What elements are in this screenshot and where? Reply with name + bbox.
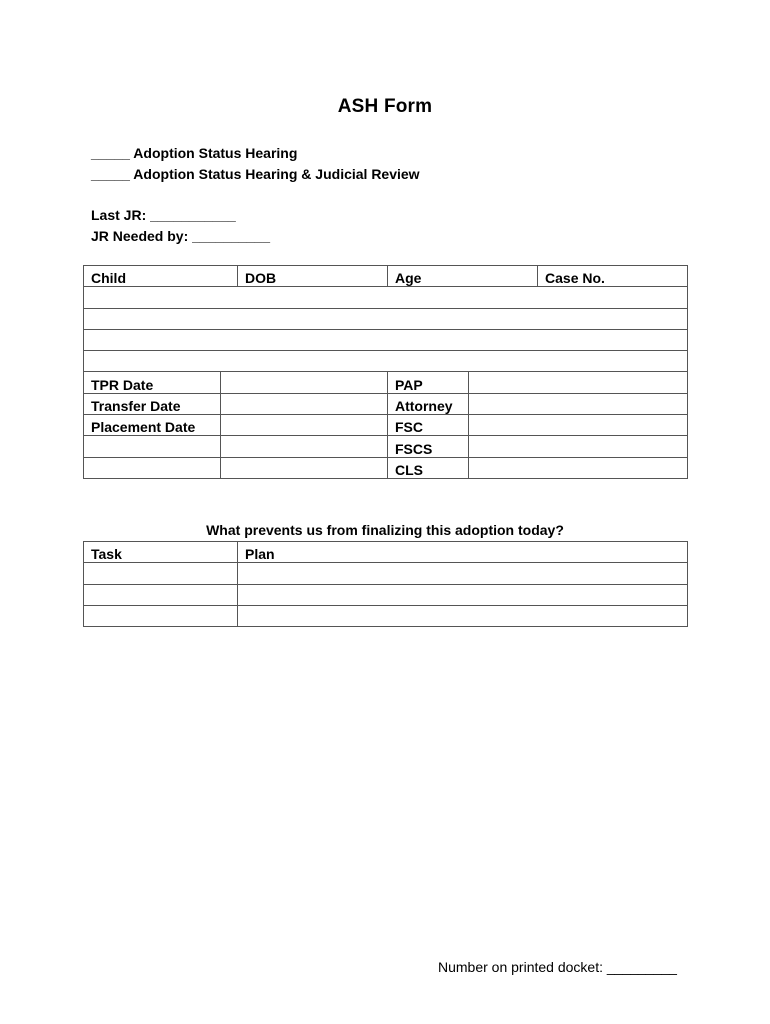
- header-child: Child: [84, 266, 238, 287]
- label-pap: PAP: [388, 372, 469, 393]
- task-plan-table: [83, 541, 688, 627]
- header-age: Age: [388, 266, 538, 287]
- value-fsc[interactable]: [469, 415, 688, 436]
- table-row: [84, 542, 688, 563]
- value-fscs[interactable]: [469, 436, 688, 457]
- plan-cell[interactable]: [238, 584, 688, 605]
- child-entry-cell[interactable]: [84, 351, 688, 372]
- value-placement-date[interactable]: [221, 415, 388, 436]
- value-pap[interactable]: [469, 372, 688, 393]
- label-cls: CLS: [388, 457, 469, 478]
- header-task: Task: [84, 542, 238, 563]
- plan-cell[interactable]: [238, 563, 688, 584]
- finalization-question: What prevents us from finalizing this adoption today?: [206, 522, 564, 538]
- header-dob: DOB: [238, 266, 388, 287]
- header-case-no: Case No.: [538, 266, 688, 287]
- task-cell[interactable]: [84, 563, 238, 584]
- label-tpr-date: TPR Date: [84, 372, 221, 393]
- value-attorney[interactable]: [469, 393, 688, 414]
- table-row: [84, 457, 688, 478]
- table-row: [84, 287, 688, 308]
- last-jr-field: Last JR: ___________: [91, 207, 236, 223]
- task-cell[interactable]: [84, 605, 238, 626]
- table-row: [84, 308, 688, 329]
- option-adoption-status-hearing: _____ Adoption Status Hearing: [91, 145, 298, 161]
- value-empty[interactable]: [221, 436, 388, 457]
- label-attorney: Attorney: [388, 393, 469, 414]
- label-fsc: FSC: [388, 415, 469, 436]
- value-transfer-date[interactable]: [221, 393, 388, 414]
- child-info-table: [83, 265, 688, 479]
- table-row: [84, 436, 688, 457]
- label-fscs: FSCS: [388, 436, 469, 457]
- table-row: [84, 605, 688, 626]
- label-placement-date: Placement Date: [84, 415, 221, 436]
- task-cell[interactable]: [84, 584, 238, 605]
- child-entry-cell[interactable]: [84, 329, 688, 350]
- table-row: [84, 329, 688, 350]
- option-adoption-status-hearing-judicial-review: _____ Adoption Status Hearing & Judicial Review: [91, 166, 420, 182]
- jr-needed-field: JR Needed by: __________: [91, 228, 270, 244]
- header-plan: Plan: [238, 542, 688, 563]
- table-row: [84, 351, 688, 372]
- table-row: [84, 584, 688, 605]
- child-entry-cell[interactable]: [84, 308, 688, 329]
- value-empty[interactable]: [221, 457, 388, 478]
- table-row: [84, 372, 688, 393]
- page-title: ASH Form: [337, 96, 433, 117]
- value-cls[interactable]: [469, 457, 688, 478]
- child-entry-cell[interactable]: [84, 287, 688, 308]
- table-row: [84, 415, 688, 436]
- plan-cell[interactable]: [238, 605, 688, 626]
- table-row: [84, 266, 688, 287]
- label-empty: [84, 436, 221, 457]
- value-tpr-date[interactable]: [221, 372, 388, 393]
- table-row: [84, 563, 688, 584]
- docket-number-field: Number on printed docket: _________: [438, 959, 677, 975]
- label-empty: [84, 457, 221, 478]
- table-row: [84, 393, 688, 414]
- label-transfer-date: Transfer Date: [84, 393, 221, 414]
